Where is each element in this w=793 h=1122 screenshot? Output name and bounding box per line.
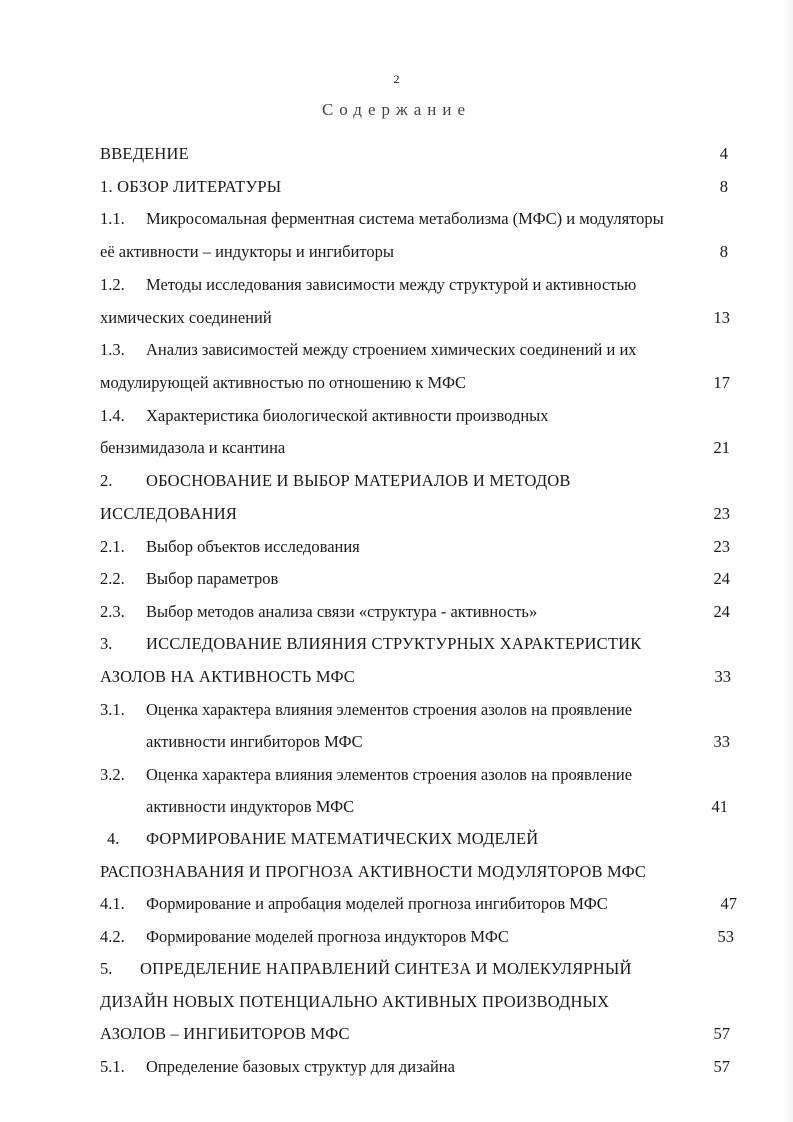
toc-page: 33 bbox=[713, 732, 730, 751]
toc-page: 24 bbox=[713, 569, 730, 588]
toc-number: 5.1. bbox=[100, 1057, 125, 1076]
toc-line bbox=[0, 763, 793, 787]
toc-text: химических соединений bbox=[100, 308, 272, 327]
toc-number: 1.1. bbox=[100, 209, 125, 228]
toc-page: 57 bbox=[713, 1057, 730, 1076]
toc-text: Микросомальная ферментная система метаболизма (МФС) и модуляторы bbox=[146, 209, 664, 228]
toc-page: 23 bbox=[713, 537, 730, 556]
toc-line bbox=[0, 1022, 793, 1046]
toc-line bbox=[0, 436, 793, 460]
page-number: 2 bbox=[393, 72, 400, 86]
toc-line bbox=[0, 892, 793, 916]
toc-number: 2.2. bbox=[100, 569, 125, 588]
toc-text: Определение базовых структур для дизайна bbox=[146, 1057, 455, 1076]
toc-line bbox=[0, 990, 793, 1014]
toc-number: 3. bbox=[100, 634, 113, 653]
toc-line bbox=[0, 240, 793, 264]
toc-line bbox=[0, 860, 793, 884]
toc-line bbox=[0, 502, 793, 526]
toc-text: Методы исследования зависимости между структурой и активностью bbox=[146, 275, 637, 294]
toc-text: 1. ОБЗОР ЛИТЕРАТУРЫ bbox=[100, 177, 282, 196]
scan-edge-shadow bbox=[783, 0, 793, 1122]
toc-line bbox=[0, 535, 793, 559]
toc-line bbox=[0, 567, 793, 591]
toc-text: ФОРМИРОВАНИЕ МАТЕМАТИЧЕСКИХ МОДЕЛЕЙ bbox=[146, 829, 539, 848]
toc-line bbox=[0, 371, 793, 395]
toc-line bbox=[0, 698, 793, 722]
toc-text: бензимидазола и ксантина bbox=[100, 438, 286, 457]
toc-line bbox=[0, 600, 793, 624]
toc-text: Выбор параметров bbox=[146, 569, 279, 588]
toc-text: Характеристика биологической активности производных bbox=[146, 406, 549, 425]
toc-text: Формирование и апробация моделей прогноза ингибиторов МФС bbox=[146, 894, 608, 913]
toc-text: ИССЛЕДОВАНИЕ ВЛИЯНИЯ СТРУКТУРНЫХ ХАРАКТЕРИСТИК bbox=[146, 634, 642, 653]
toc-text: АЗОЛОВ НА АКТИВНОСТЬ МФС bbox=[100, 667, 355, 686]
toc-text: ОПРЕДЕЛЕНИЕ НАПРАВЛЕНИЙ СИНТЕЗА И МОЛЕКУЛЯРНЫЙ bbox=[140, 959, 632, 978]
toc-number: 3.1. bbox=[100, 700, 125, 719]
toc-page: 8 bbox=[719, 242, 728, 261]
toc-number: 4.2. bbox=[100, 927, 125, 946]
toc-number: 1.2. bbox=[100, 275, 125, 294]
toc-text: Оценка характера влияния элементов строения азолов на проявление bbox=[146, 765, 633, 784]
toc-text: ОБОСНОВАНИЕ И ВЫБОР МАТЕРИАЛОВ И МЕТОДОВ bbox=[146, 471, 571, 490]
toc-line bbox=[0, 306, 793, 330]
toc-number: 1.3. bbox=[100, 340, 125, 359]
toc-page: 57 bbox=[713, 1024, 730, 1043]
toc-line bbox=[0, 142, 793, 166]
toc-line bbox=[0, 730, 793, 754]
toc-line bbox=[0, 1055, 793, 1079]
toc-text: ДИЗАЙН НОВЫХ ПОТЕНЦИАЛЬНО АКТИВНЫХ ПРОИЗВОДНЫХ bbox=[100, 992, 610, 1011]
toc-line bbox=[0, 404, 793, 428]
toc-number: 4.1. bbox=[100, 894, 125, 913]
toc-page: 23 bbox=[713, 504, 730, 523]
toc-number: 5. bbox=[100, 959, 113, 978]
toc-page: 4 bbox=[719, 144, 728, 163]
toc-text: ИССЛЕДОВАНИЯ bbox=[100, 504, 238, 523]
toc-text: активности индукторов МФС bbox=[146, 797, 355, 816]
toc-text: РАСПОЗНАВАНИЯ И ПРОГНОЗА АКТИВНОСТИ МОДУЛЯТОРОВ МФС bbox=[100, 862, 647, 881]
toc-number: 4. bbox=[107, 829, 120, 848]
toc-text: Оценка характера влияния элементов строения азолов на проявление bbox=[146, 700, 633, 719]
toc-line bbox=[0, 957, 793, 981]
toc-line bbox=[0, 273, 793, 297]
toc-text: активности ингибиторов МФС bbox=[146, 732, 363, 751]
toc-text: ВВЕДЕНИЕ bbox=[100, 144, 189, 163]
toc-text: Выбор методов анализа связи «структура - активность» bbox=[146, 602, 538, 621]
toc-text: её активности – индукторы и ингибиторы bbox=[100, 242, 394, 261]
toc-text: АЗОЛОВ – ИНГИБИТОРОВ МФС bbox=[100, 1024, 350, 1043]
toc-number: 1.4. bbox=[100, 406, 125, 425]
toc-text: Формирование моделей прогноза индукторов МФС bbox=[146, 927, 509, 946]
toc-line bbox=[0, 795, 793, 819]
toc-page: 24 bbox=[713, 602, 730, 621]
toc-number: 2.1. bbox=[100, 537, 125, 556]
toc-line bbox=[0, 827, 793, 851]
toc-page: 33 bbox=[714, 667, 731, 686]
toc-number: 2.3. bbox=[100, 602, 125, 621]
toc-line bbox=[0, 469, 793, 493]
toc-line bbox=[0, 925, 793, 949]
toc-page: 53 bbox=[717, 927, 734, 946]
toc-line bbox=[0, 207, 793, 231]
toc-page: 8 bbox=[719, 177, 728, 196]
toc-number: 3.2. bbox=[100, 765, 125, 784]
toc-page: 47 bbox=[720, 894, 737, 913]
toc-page: 17 bbox=[713, 373, 730, 392]
toc-text: Анализ зависимостей между строением химических соединений и их bbox=[146, 340, 637, 359]
toc-line bbox=[0, 175, 793, 199]
toc-text: модулирующей активностью по отношению к МФС bbox=[100, 373, 467, 392]
toc-line bbox=[0, 632, 793, 656]
toc-page: 21 bbox=[713, 438, 730, 457]
toc-text: Выбор объектов исследования bbox=[146, 537, 360, 556]
page-title: Содержание bbox=[321, 100, 472, 119]
toc-line bbox=[0, 338, 793, 362]
toc-number: 2. bbox=[100, 471, 113, 490]
toc-page: 13 bbox=[713, 308, 730, 327]
toc-line bbox=[0, 665, 793, 689]
toc-page: 41 bbox=[711, 797, 728, 816]
